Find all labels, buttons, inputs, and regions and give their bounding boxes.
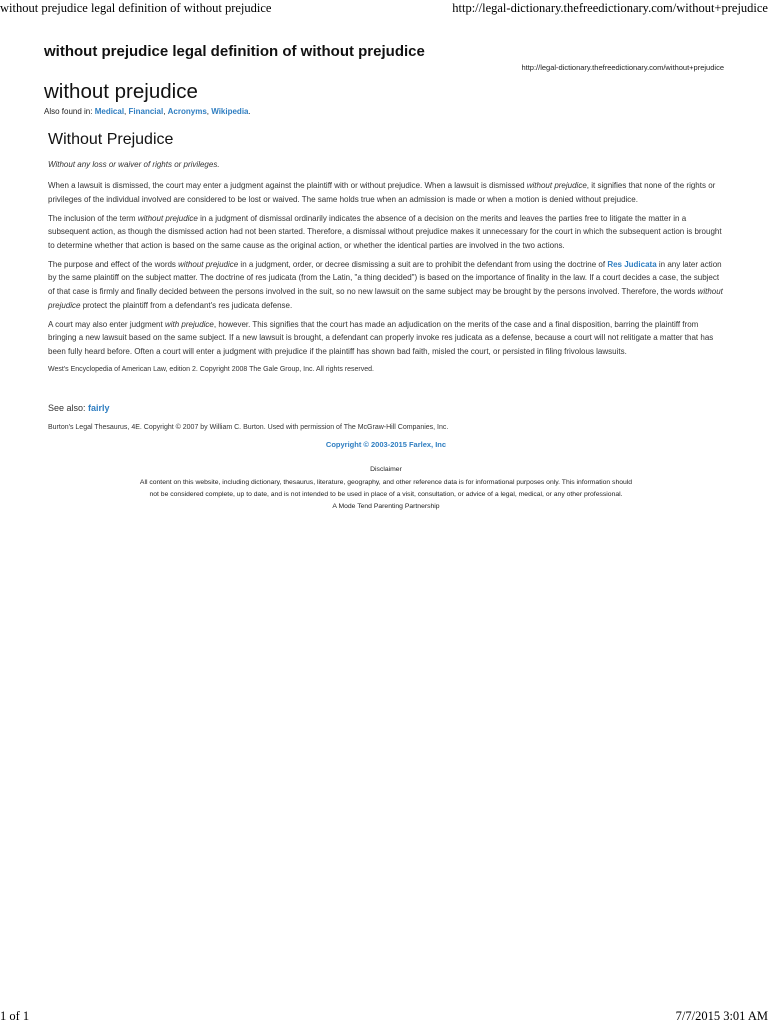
also-found-link-wikipedia[interactable]: Wikipedia [211, 107, 249, 116]
print-header-title: without prejudice legal definition of without prejudice [0, 1, 272, 15]
paragraph-text: , it signifies that none of the rights or privileges of the individual involved are considered to be lost or waived. The same holds true when an admission is made or when a motion is denied without prejudice. [48, 180, 716, 204]
partnership-text: A Mode Tend Parenting Partnership [332, 503, 440, 511]
italic-term: without prejudice [137, 213, 198, 223]
paragraph-text: in a judgment of dismissal ordinarily indicates the absence of a decision on the merits and leaves the parties free to litigate the matter in a subsequent action, as though the dismissed action had not been started. Therefore, a dismissal without prejudice makes it unnecessary for the court in which the subsequent action is brought to determine whether that action is based on the same cause as the original action, or whether the identical parties are involved in the two actions. [48, 213, 722, 250]
paragraph-text: The inclusion of the term [48, 213, 138, 223]
print-header-url: http://legal-dictionary.thefreedictionary.com/without+prejudice [452, 1, 768, 15]
entry-heading: Without Prejudice [48, 131, 174, 148]
separator: , [163, 107, 168, 116]
site-copyright [48, 439, 724, 451]
italic-term: with prejudice [164, 319, 214, 329]
entry-content [48, 131, 724, 513]
paragraph-text: protect the plaintiff from a defendant's res judicata defense. [80, 300, 293, 310]
paragraph-text: in any later action by the same plaintiff on the subject matter. The doctrine of res judicata (from the Latin, "a thing decided") is based on the importance of finality in the law. If a court decides a case, the subject of that case is firmly and finally decided between the persons involved in the suit, so no new lawsuit on the same subject may be brought by the persons involved. Therefore, the words [48, 259, 722, 296]
italic-term: without prejudice [48, 286, 723, 310]
separator: , [206, 107, 212, 116]
entry-source-credit: West's Encyclopedia of American Law, edition 2. Copyright 2008 The Gale Group, Inc. All rights reserved. [48, 366, 374, 374]
print-footer-page-number: 1 of 1 [0, 1009, 30, 1023]
copyright-link[interactable]: Copyright © 2003-2015 Farlex, Inc [325, 440, 447, 450]
see-also [48, 401, 724, 415]
paragraph-text: When a lawsuit is dismissed, the court may enter a judgment against the plaintiff with or without prejudice. When a lawsuit is dismissed [48, 180, 527, 190]
paragraph-1 [48, 179, 724, 206]
res-judicata-link[interactable]: Res Judicata [607, 259, 657, 269]
italic-term: without prejudice [178, 259, 239, 269]
print-footer-datetime: 7/7/2015 3:01 AM [675, 1009, 768, 1023]
paragraph-text: in a judgment, order, or decree dismissing a suit are to prohibit the defendant from using the doctrine of [238, 259, 608, 269]
also-found-link-financial[interactable]: Financial [128, 107, 164, 116]
disclaimer-text: All content on this website, including dictionary, thesaurus, literature, geography, and other reference data is for informational purposes only. This information should not be considered complete, up to date, and is not intended to be used in place of a visit, consultation, or advice of a legal, medical, or any other professional. [139, 479, 633, 499]
disclaimer [136, 464, 636, 513]
paragraph-text: The purpose and effect of the words [48, 259, 179, 269]
dictionary-term: without prejudice [44, 80, 198, 103]
also-found-link-acronyms[interactable]: Acronyms [167, 107, 207, 116]
also-found-in [44, 106, 251, 117]
also-found-link-medical[interactable]: Medical [94, 107, 125, 116]
see-also-label: See also: [48, 403, 89, 414]
thesaurus-credit: Burton's Legal Thesaurus, 4E. Copyright © 2007 by William C. Burton. Used with permission of The McGraw-Hill Companies, Inc. [48, 424, 449, 432]
page-url: http://legal-dictionary.thefreedictionary.com/without+prejudice [521, 63, 724, 72]
paragraph-text: A court may also enter judgment [48, 319, 165, 329]
entry-definition: Without any loss or waiver of rights or privileges. [48, 160, 220, 169]
disclaimer-title: Disclaimer [370, 466, 402, 474]
paragraph-3 [48, 258, 724, 312]
paragraph-text: , however. This signifies that the court has made an adjudication on the merits of the case and a final disposition, barring the plaintiff from bringing a new lawsuit based on the same subject. If a new lawsuit is brought, a defendant can properly invoke res judicata as a defense, because a court will not relitigate a matter that has been fully heard before. Often a court will enter a judgment with prejudice if the plaintiff has shown bad faith, misled the court, or persisted in filing frivolous lawsuits. [48, 319, 714, 356]
see-also-link-fairly[interactable]: fairly [88, 403, 110, 414]
paragraph-2 [48, 212, 724, 253]
end-punctuation: . [248, 107, 251, 116]
separator: , [124, 107, 129, 116]
page-title: without prejudice legal definition of without prejudice [44, 43, 425, 60]
paragraph-4 [48, 318, 724, 359]
italic-term: without prejudice [526, 180, 587, 190]
also-found-label: Also found in: [44, 107, 95, 116]
